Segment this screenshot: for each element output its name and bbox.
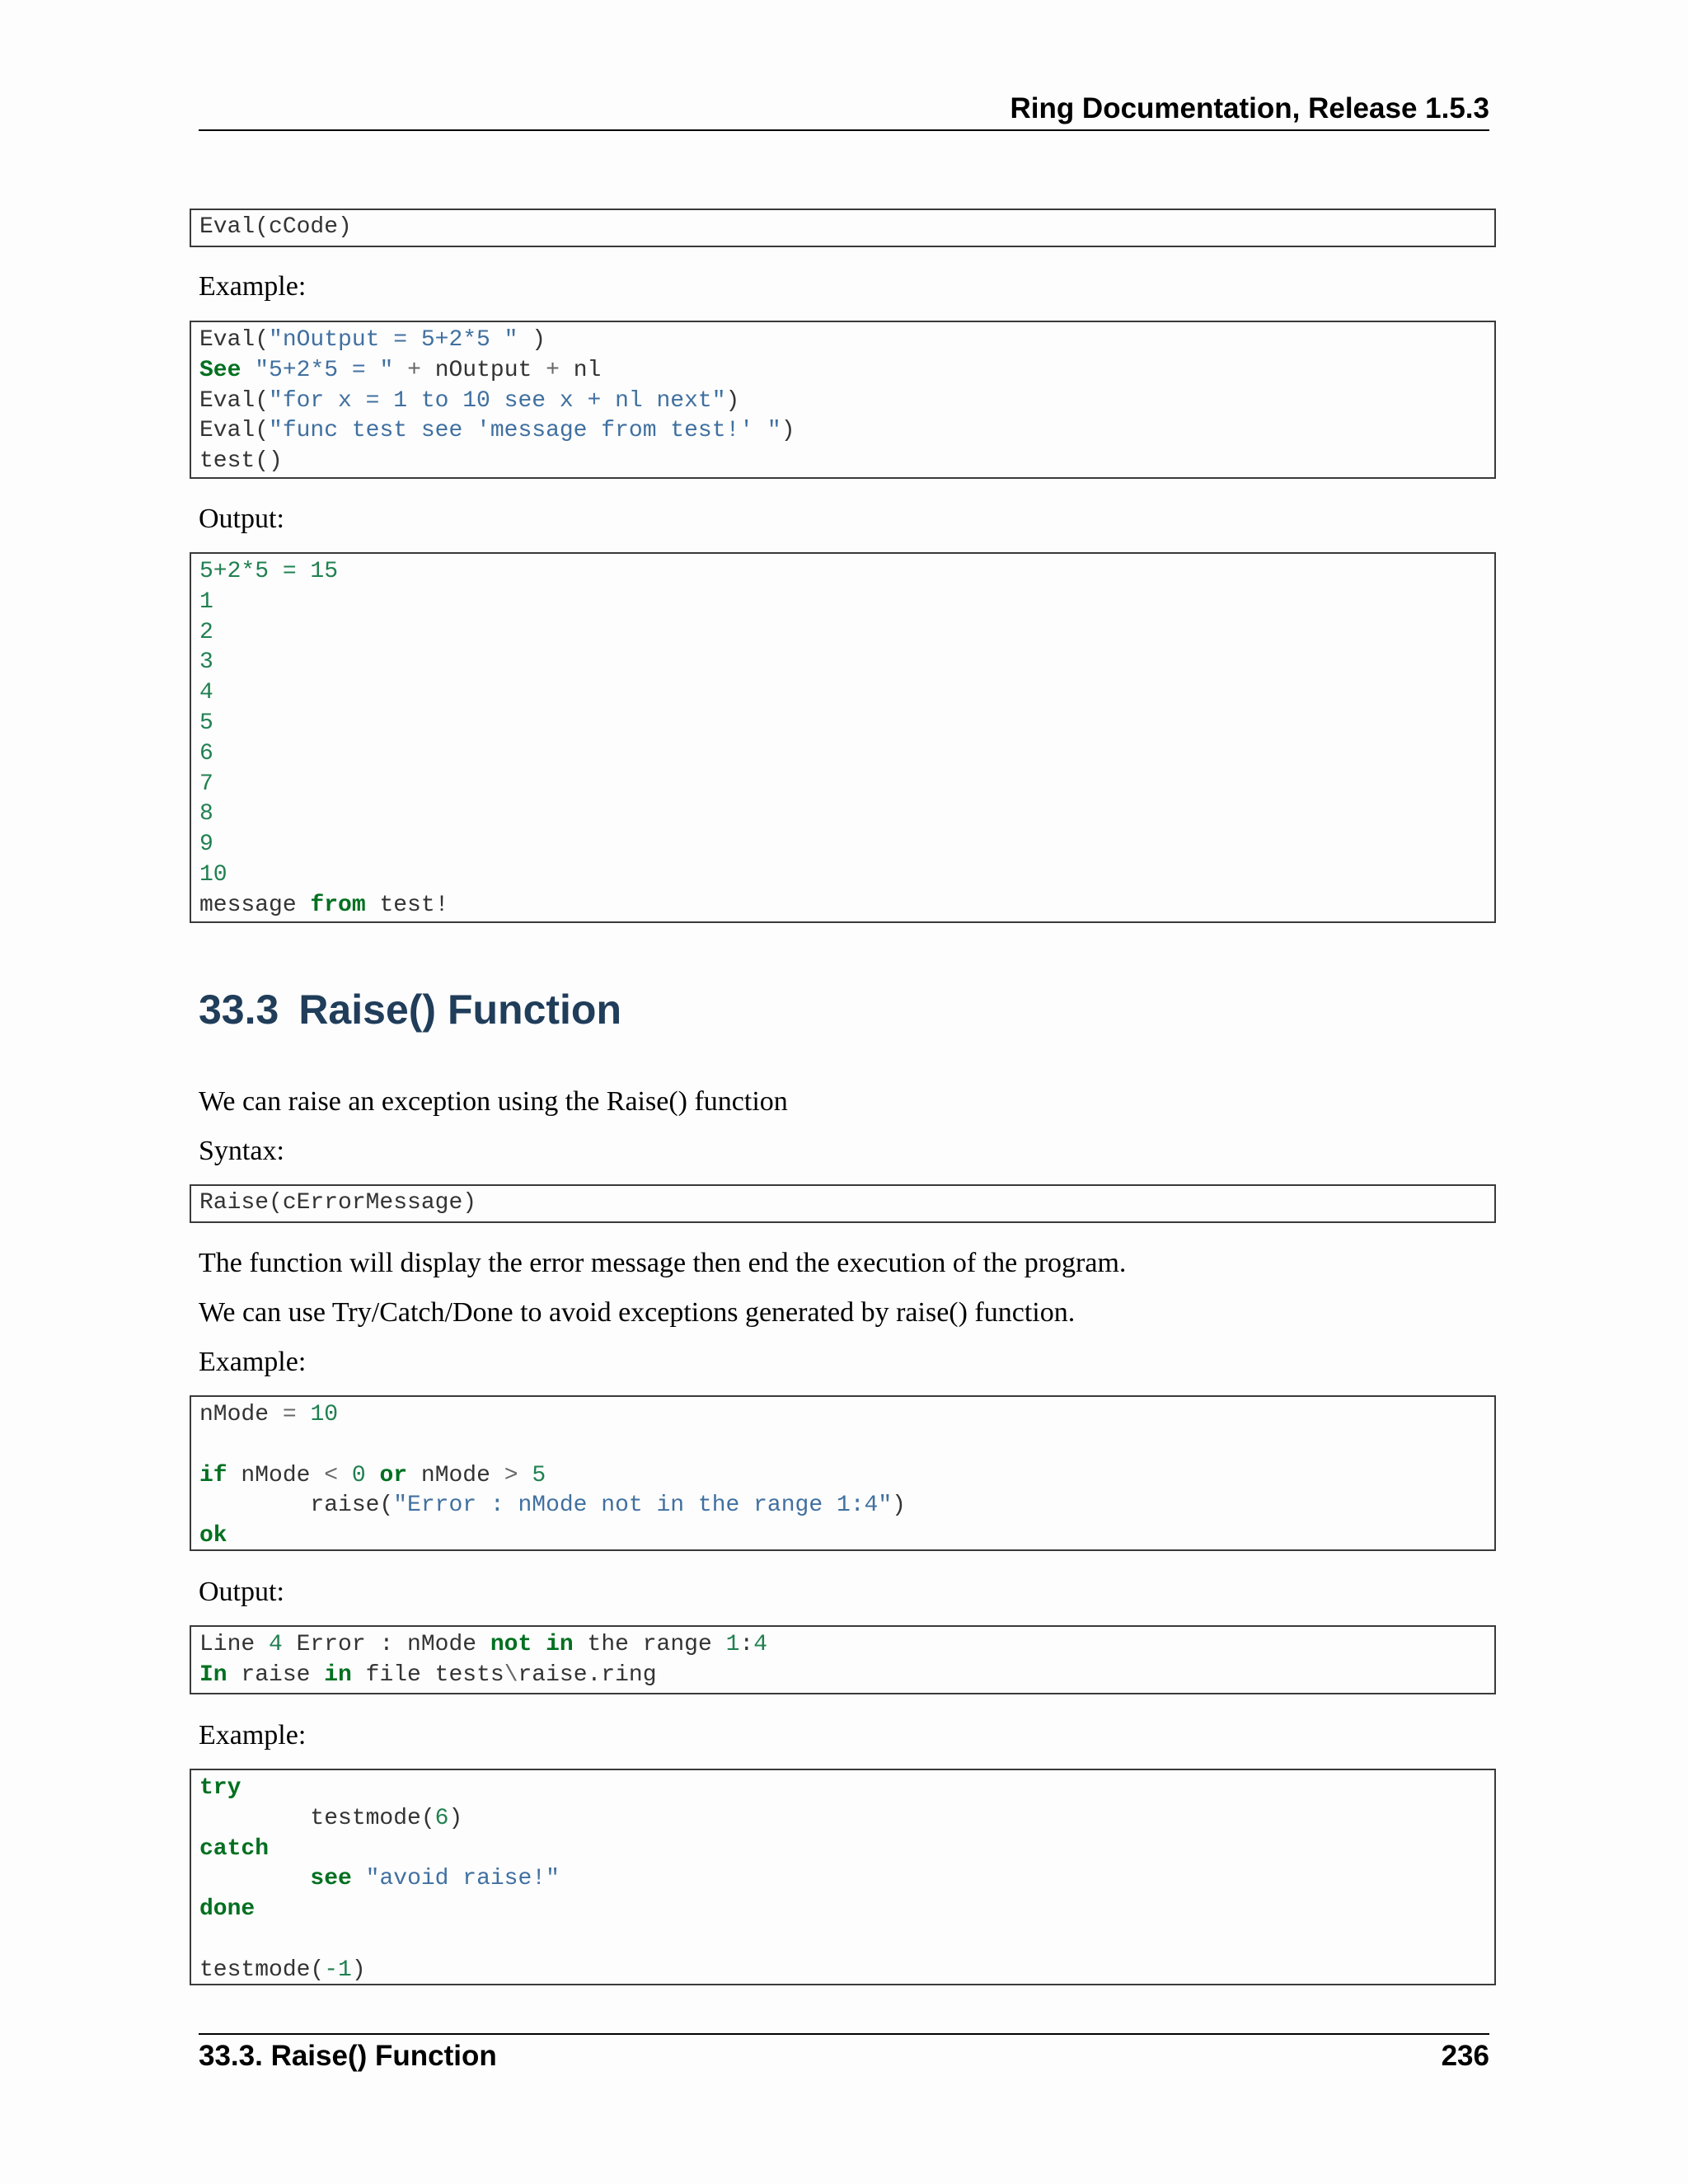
code-line <box>199 1661 1486 1691</box>
code-token-str: "func test see 'message from test!' " <box>269 418 781 444</box>
syntax-label: Syntax: <box>199 1136 284 1166</box>
code-line <box>199 648 1486 678</box>
code-token-plain: ) <box>518 327 546 353</box>
code-token-num: 8 <box>199 801 213 827</box>
code-token-op: \ <box>504 1661 518 1688</box>
code-token-plain: Raise(cErrorMessage) <box>199 1190 477 1216</box>
try-description-text: We can use Try/Catch/Done to avoid exceptions generated by raise() function. <box>199 1297 1076 1328</box>
code-token-str: "nOutput = 5+2*5 " <box>269 327 518 353</box>
code-token-plain: nMode <box>199 1402 283 1427</box>
code-token-plain: Line <box>199 1632 270 1657</box>
code-token-kw: or <box>379 1462 408 1488</box>
code-token-plain: ) <box>351 1957 366 1983</box>
code-token-str: "5+2*5 = " <box>255 357 394 383</box>
code-line <box>199 416 1486 447</box>
code-token-kw: See <box>199 357 241 383</box>
code-token-num: -1 <box>324 1957 352 1983</box>
code-token-kw: catch <box>199 1835 270 1862</box>
code-token-plain: raise( <box>199 1493 394 1519</box>
code-token-num: 4 <box>199 680 213 706</box>
code-line <box>199 1491 1486 1521</box>
code-token-str: "Error : nMode not in the range 1:4" <box>393 1493 893 1519</box>
code-token-plain <box>338 1463 352 1488</box>
code-token-plain: test! <box>365 892 449 918</box>
code-token-plain <box>199 1866 310 1891</box>
code-token-plain: nMode <box>407 1462 504 1488</box>
code-token-num: 6 <box>199 740 213 766</box>
code-line <box>199 678 1486 709</box>
code-token-op: = <box>282 1402 297 1427</box>
code-token-op: + <box>407 357 421 383</box>
code-token-num: 3 <box>199 649 213 676</box>
code-line <box>199 447 1486 477</box>
code-token-kw: done <box>199 1896 256 1923</box>
code-token-num: 4 <box>269 1632 283 1657</box>
section-title: Raise() Function <box>298 987 622 1033</box>
code-token-op: + <box>546 357 560 383</box>
code-line <box>199 860 1486 891</box>
code-line <box>199 588 1486 618</box>
code-token-plain <box>366 1463 380 1488</box>
code-token-num: 10 <box>310 1402 339 1427</box>
code-token-plain: ) <box>725 387 740 414</box>
code-line <box>199 1400 1486 1431</box>
code-token-plain: the range <box>573 1632 726 1657</box>
example-label: Example: <box>199 1720 307 1750</box>
code-token-plain: : <box>739 1632 754 1657</box>
code-token-plain: nl <box>559 357 602 383</box>
code-block-raise-syntax <box>190 1184 1496 1223</box>
code-token-plain <box>297 1402 311 1427</box>
running-header: Ring Documentation, Release 1.5.3 <box>1010 92 1489 124</box>
raise-intro-text: We can raise an exception using the Raise() function <box>199 1086 788 1117</box>
code-token-plain: ) <box>892 1493 906 1519</box>
code-line <box>199 1925 1486 1956</box>
code-line <box>199 1188 1486 1219</box>
code-token-kw: in <box>546 1632 574 1657</box>
code-token-plain: Eval( <box>199 418 270 444</box>
code-line <box>199 326 1486 356</box>
code-line <box>199 891 1486 921</box>
code-line <box>199 1835 1486 1865</box>
code-token-kw: not <box>490 1632 532 1657</box>
section-number: 33.3 <box>199 987 279 1033</box>
code-token-num: 9 <box>199 832 213 858</box>
code-token-plain: testmode( <box>199 1957 325 1983</box>
code-token-plain: message <box>199 892 311 918</box>
raise-description-text: The function will display the error message then end the execution of the program. <box>199 1248 1127 1278</box>
code-line <box>199 1804 1486 1835</box>
code-token-kw: In <box>199 1661 227 1688</box>
code-block-try-example <box>190 1769 1496 1985</box>
code-token-plain: Error : nMode <box>282 1632 490 1657</box>
page-number: 236 <box>1441 2040 1489 2072</box>
code-token-plain: nOutput <box>420 357 546 383</box>
code-line <box>199 709 1486 739</box>
example-label: Example: <box>199 1347 307 1377</box>
code-token-plain: test() <box>199 448 283 475</box>
code-line <box>199 213 1486 243</box>
code-line <box>199 356 1486 387</box>
code-line <box>199 1630 1486 1661</box>
code-token-num: 0 <box>351 1462 366 1488</box>
code-token-num: 1 <box>199 588 213 615</box>
code-token-plain: ) <box>448 1805 463 1831</box>
code-token-kw: try <box>199 1775 241 1801</box>
output-label: Output: <box>199 504 284 534</box>
code-line <box>199 830 1486 860</box>
code-token-plain: Eval(cCode) <box>199 214 352 240</box>
code-line <box>199 387 1486 417</box>
code-line <box>199 1431 1486 1461</box>
code-line <box>199 1895 1486 1925</box>
code-token-plain: Eval( <box>199 327 270 353</box>
code-token-num: 2 <box>199 619 213 645</box>
code-token-plain: Eval( <box>199 387 270 414</box>
output-label: Output: <box>199 1577 284 1607</box>
code-token-plain <box>241 358 255 383</box>
code-line <box>199 557 1486 588</box>
code-token-num: 5 <box>532 1462 546 1488</box>
code-line <box>199 1864 1486 1895</box>
code-token-kw: from <box>310 892 366 918</box>
section-heading <box>199 986 621 1033</box>
code-block-eval-example <box>190 321 1496 479</box>
code-line <box>199 1774 1486 1804</box>
code-token-plain: raise.ring <box>518 1661 657 1688</box>
footer-rule <box>199 2033 1489 2035</box>
footer-section-label: 33.3. Raise() Function <box>199 2040 497 2072</box>
code-token-num: 4 <box>753 1632 767 1657</box>
example-label: Example: <box>199 271 307 302</box>
code-token-op: < <box>324 1462 339 1488</box>
code-token-num: 10 <box>199 861 227 888</box>
code-token-plain: ) <box>781 418 795 444</box>
code-token-num: 6 <box>434 1805 449 1831</box>
code-token-kw: see <box>310 1866 352 1892</box>
code-line <box>199 739 1486 770</box>
code-token-str: "for x = 1 to 10 see x + nl next" <box>269 387 726 414</box>
code-token-str: "avoid raise!" <box>365 1866 560 1892</box>
code-token-kw: if <box>199 1462 227 1488</box>
code-token-plain <box>352 1866 366 1891</box>
code-token-plain: file tests <box>351 1661 504 1688</box>
code-token-num: 5 <box>199 710 213 736</box>
code-line <box>199 1956 1486 1986</box>
code-block-eval-syntax <box>190 209 1496 247</box>
code-token-num: 5+2*5 = 15 <box>199 559 339 584</box>
code-token-num: 1 <box>725 1632 740 1657</box>
code-line <box>199 618 1486 649</box>
code-token-kw: ok <box>199 1523 227 1549</box>
code-token-plain: testmode( <box>199 1805 435 1831</box>
code-block-eval-output <box>190 552 1496 923</box>
code-block-raise-output <box>190 1625 1496 1694</box>
code-line <box>199 770 1486 800</box>
code-token-plain: raise <box>227 1661 325 1688</box>
code-token-kw: in <box>324 1661 352 1688</box>
code-token-num: 7 <box>199 771 213 797</box>
code-token-plain <box>393 358 407 383</box>
code-token-plain: nMode <box>227 1462 325 1488</box>
header-rule <box>199 129 1489 131</box>
code-token-plain <box>518 1463 532 1488</box>
code-line <box>199 1461 1486 1492</box>
code-line <box>199 1521 1486 1552</box>
code-token-op: > <box>504 1462 518 1488</box>
code-token-plain <box>532 1632 546 1657</box>
code-line <box>199 799 1486 830</box>
code-block-raise-example <box>190 1395 1496 1551</box>
